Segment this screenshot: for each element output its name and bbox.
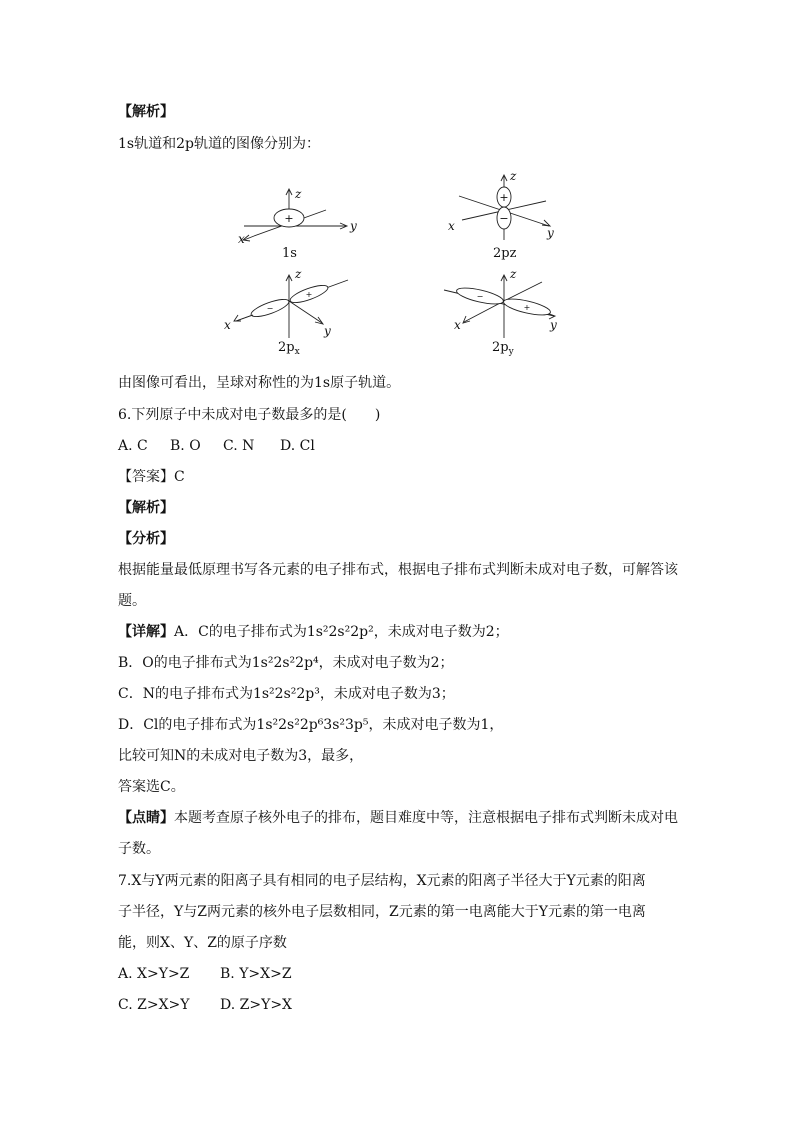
orbital-intro: 1s轨道和2p轨道的图像分别为： (118, 136, 320, 152)
2py-left-sign: − (476, 292, 484, 301)
q7-stem-line-1: 7.X与Y两元素的阳离子具有相同的电子层结构，X元素的阳离子半径大于Y元素的阳离 (118, 873, 646, 889)
2px-left-sign: − (266, 304, 274, 313)
q7-stem-line-2: 子半径，Y与Z两元素的核外电子层数相同，Z元素的第一电离能大于Y元素的第一电离 (118, 904, 646, 920)
q7-option-a: A. X>Y>Z (118, 966, 190, 982)
analysis-heading: 【解析】 (118, 104, 174, 120)
2py-z-label: z (510, 267, 517, 281)
caption-2px: $2p_x$ (278, 340, 300, 357)
q7-option-b: B. Y>X>Z (220, 966, 292, 982)
q6-fenxi-line-2: 题。 (118, 593, 146, 609)
2pz-x-label: x (448, 219, 455, 233)
q7-options-row-2 (118, 995, 292, 1015)
q6-comment-line-1: 【点睛】本题考查原子核外电子的排布，题目难度中等，注意根据电子排布式判断未成对电 (118, 810, 678, 826)
q6-choose: 答案选C。 (118, 779, 185, 795)
orbital-conclusion: 由图像可看出，呈球对称性的为1s原子轨道。 (118, 375, 401, 391)
1s-x-label: x (238, 232, 245, 246)
q6-stem: 6.下列原子中未成对电子数最多的是( ) (118, 407, 381, 423)
caption-2py: $2p_y$ (492, 340, 514, 357)
q7-option-d: D. Z>Y>X (220, 997, 293, 1013)
q6-comment-line-2: 子数。 (118, 841, 160, 857)
2pz-y-label: y (547, 226, 554, 240)
caption-1s: 1s (282, 246, 297, 261)
q6-fenxi-line-1: 根据能量最低原理书写各元素的电子排布式，根据电子排布式判断未成对电子数，可解答该 (118, 562, 678, 578)
q6-option-b: B. O (170, 438, 201, 454)
q6-detail-d: D．Cl的电子排布式为1s²2s²2p⁶3s²3p⁵，未成对电子数为1， (118, 717, 504, 733)
2px-z-label: z (295, 267, 302, 281)
q6-fenxi-heading: 【分析】 (118, 531, 174, 547)
q6-options (118, 436, 315, 456)
2py-y-label: y (550, 318, 557, 332)
2py-x-axis-upper (504, 282, 542, 301)
2py-right-sign: + (523, 303, 531, 312)
orbital-figure (214, 168, 584, 368)
q6-detail-b: B．O的电子排布式为1s²2s²2p⁴，未成对电子数为2； (118, 655, 454, 671)
1s-sign: + (284, 212, 294, 225)
q7-option-c: C. Z>X>Y (118, 997, 190, 1013)
2px-right-sign: + (305, 290, 313, 299)
q6-compare: 比较可知N的未成对电子数为3，最多， (118, 748, 364, 764)
2pz-upper-sign: + (499, 191, 509, 204)
2pz-lower-sign: − (499, 212, 509, 225)
q6-option-d: D. Cl (280, 438, 315, 454)
q7-stem-line-3: 能，则X、Y、Z的原子序数 (118, 935, 287, 951)
q6-answer: 【答案】C (118, 469, 185, 485)
1s-y-label: y (350, 219, 357, 233)
2py-x-label: x (454, 318, 461, 332)
2px-x-label: x (224, 318, 231, 332)
caption-2pz: 2pz (493, 246, 517, 261)
2px-y-label: y (324, 324, 331, 338)
q6-option-a: A. C (118, 438, 148, 454)
2px-y-axis (289, 301, 322, 323)
2pz-z-label: z (510, 169, 517, 183)
q6-option-c: C. N (223, 438, 255, 454)
q6-analysis-heading: 【解析】 (118, 500, 174, 516)
1s-z-label: z (295, 187, 302, 201)
q6-detail-a: 【详解】A．C的电子排布式为1s²2s²2p²，未成对电子数为2； (118, 624, 509, 640)
q7-options-row-1 (118, 964, 292, 984)
q6-detail-c: C．N的电子排布式为1s²2s²2p³，未成对电子数为3； (118, 686, 455, 702)
